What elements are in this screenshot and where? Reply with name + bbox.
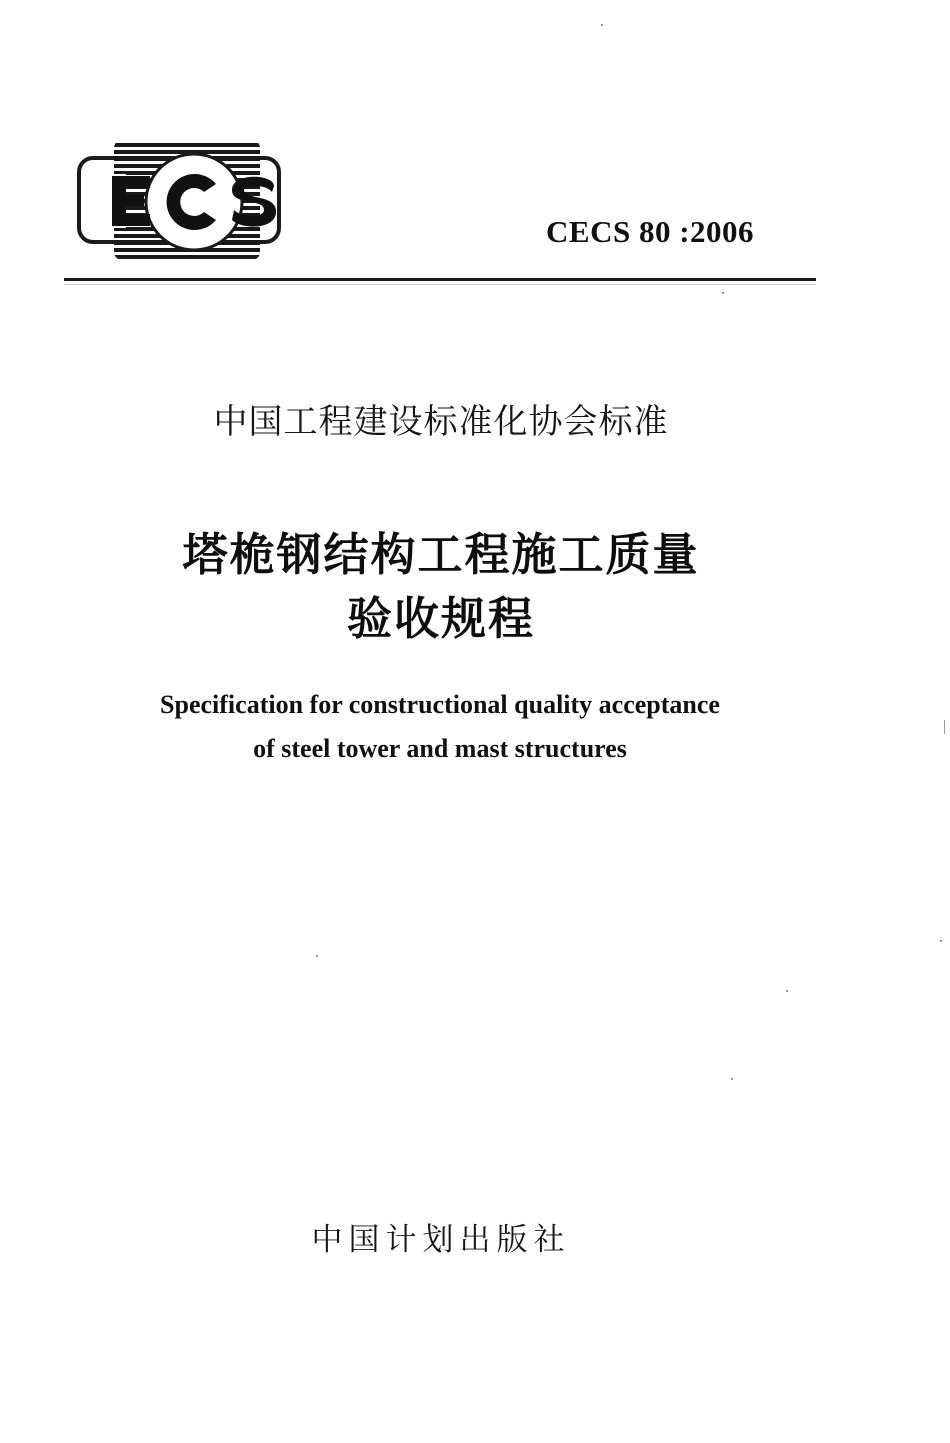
standard-code: CECS 80 :2006 — [546, 214, 755, 249]
title-zh-line2: 验收规程 — [346, 592, 535, 645]
scan-speck — [316, 955, 318, 957]
association-name: 中国工程建设标准化协会标准 — [213, 402, 669, 442]
header-divider-shadow — [64, 284, 816, 285]
ecs-logo — [76, 136, 282, 264]
publisher-name: 中国计划出版社 — [311, 1222, 571, 1258]
scan-speck — [722, 292, 724, 294]
title-en-line1: Specification for constructional quality acceptance — [160, 690, 720, 719]
scan-speck — [786, 990, 788, 992]
scan-speck — [940, 940, 942, 942]
scan-speck — [944, 720, 945, 734]
ecs-logo-graphic — [76, 136, 282, 264]
header-divider — [64, 278, 816, 281]
title-en-line2: of steel tower and mast structures — [253, 734, 627, 763]
scan-speck — [601, 24, 603, 26]
title-zh-line1: 塔桅钢结构工程施工质量 — [182, 528, 700, 581]
scan-speck — [731, 1078, 733, 1080]
